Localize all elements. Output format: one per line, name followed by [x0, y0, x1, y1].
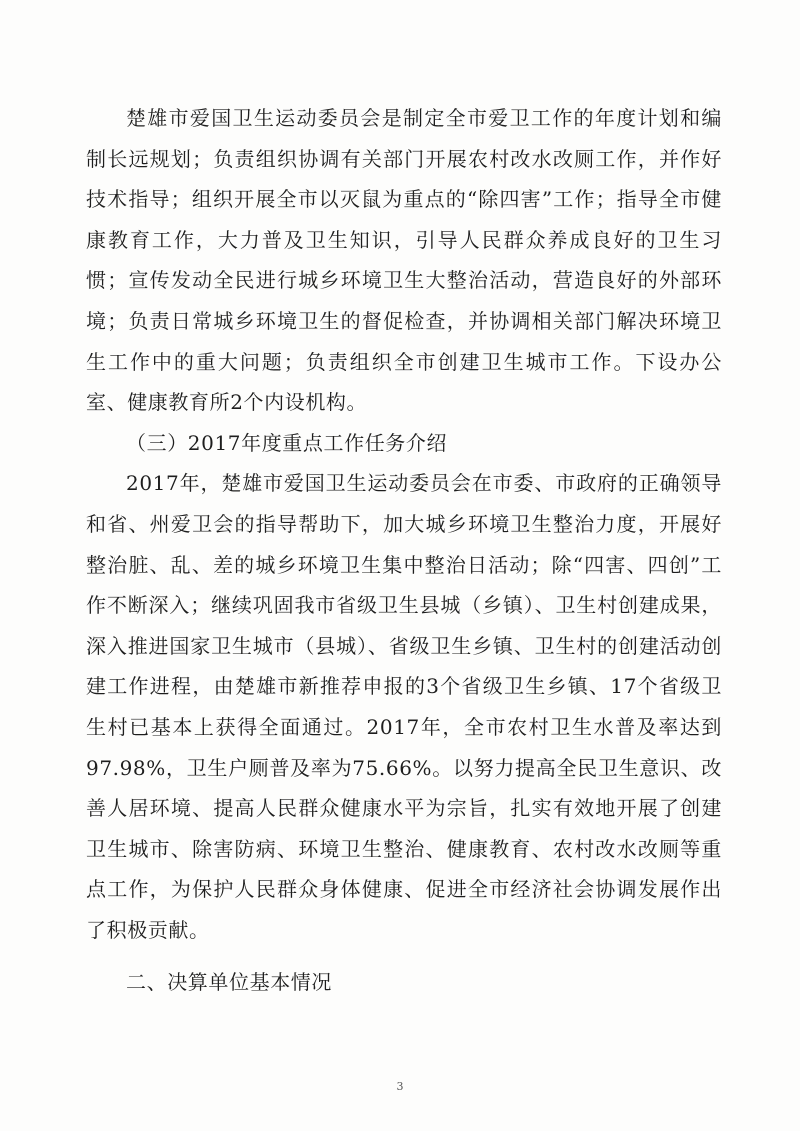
section-heading-key-tasks: （三）2017年度重点工作任务介绍 [126, 430, 448, 455]
document-body [86, 98, 722, 1003]
section-heading-unit-info: 二、决算单位基本情况 [126, 970, 332, 995]
paragraph-2017-work: 2017年，楚雄市爱国卫生运动委员会在市委、市政府的正确领导和省、州爱卫会的指导帮助下，加大城乡环境卫生整治力度，开展好整治脏、乱、差的城乡环境卫生集中整治日活动；除“四害、四创”工作不断深入；继续巩固我市省级卫生县城（乡镇）、卫生村创建成果，深入推进国家卫生城市（县城）、省级卫生乡镇、卫生村的创建活动创建工作进程，由楚雄市新推荐申报的3个省级卫生乡镇、17个省级卫生村已基本上获得全面通过。2017年，全市农村卫生水普及率达到97.98%，卫生户厕普及率为75.66%。以努力提高全民卫生意识、改善人居环境、提高人民群众健康水平为宗旨，扎实有效地开展了创建卫生城市、除害防病、环境卫生整治、健康教育、农村改水改厕等重点工作，为保护人民群众身体健康、促进全市经济社会协调发展作出了积极贡献。 [86, 471, 722, 942]
page-number: 3 [396, 1080, 404, 1093]
paragraph-responsibilities: 楚雄市爱国卫生运动委员会是制定全市爱卫工作的年度计划和编制长远规划；负责组织协调有关部门开展农村改水改厕工作，并作好技术指导；组织开展全市以灭鼠为重点的“除四害”工作；指导全市健康教育工作，大力普及卫生知识，引导人民群众养成良好的卫生习惯；宣传发动全民进行城乡环境卫生大整治活动，营造良好的外部环境；负责日常城乡环境卫生的督促检查，并协调相关部门解决环境卫生工作中的重大问题；负责组织全市创建卫生城市工作。下设办公室、健康教育所2个内设机构。 [86, 106, 722, 415]
